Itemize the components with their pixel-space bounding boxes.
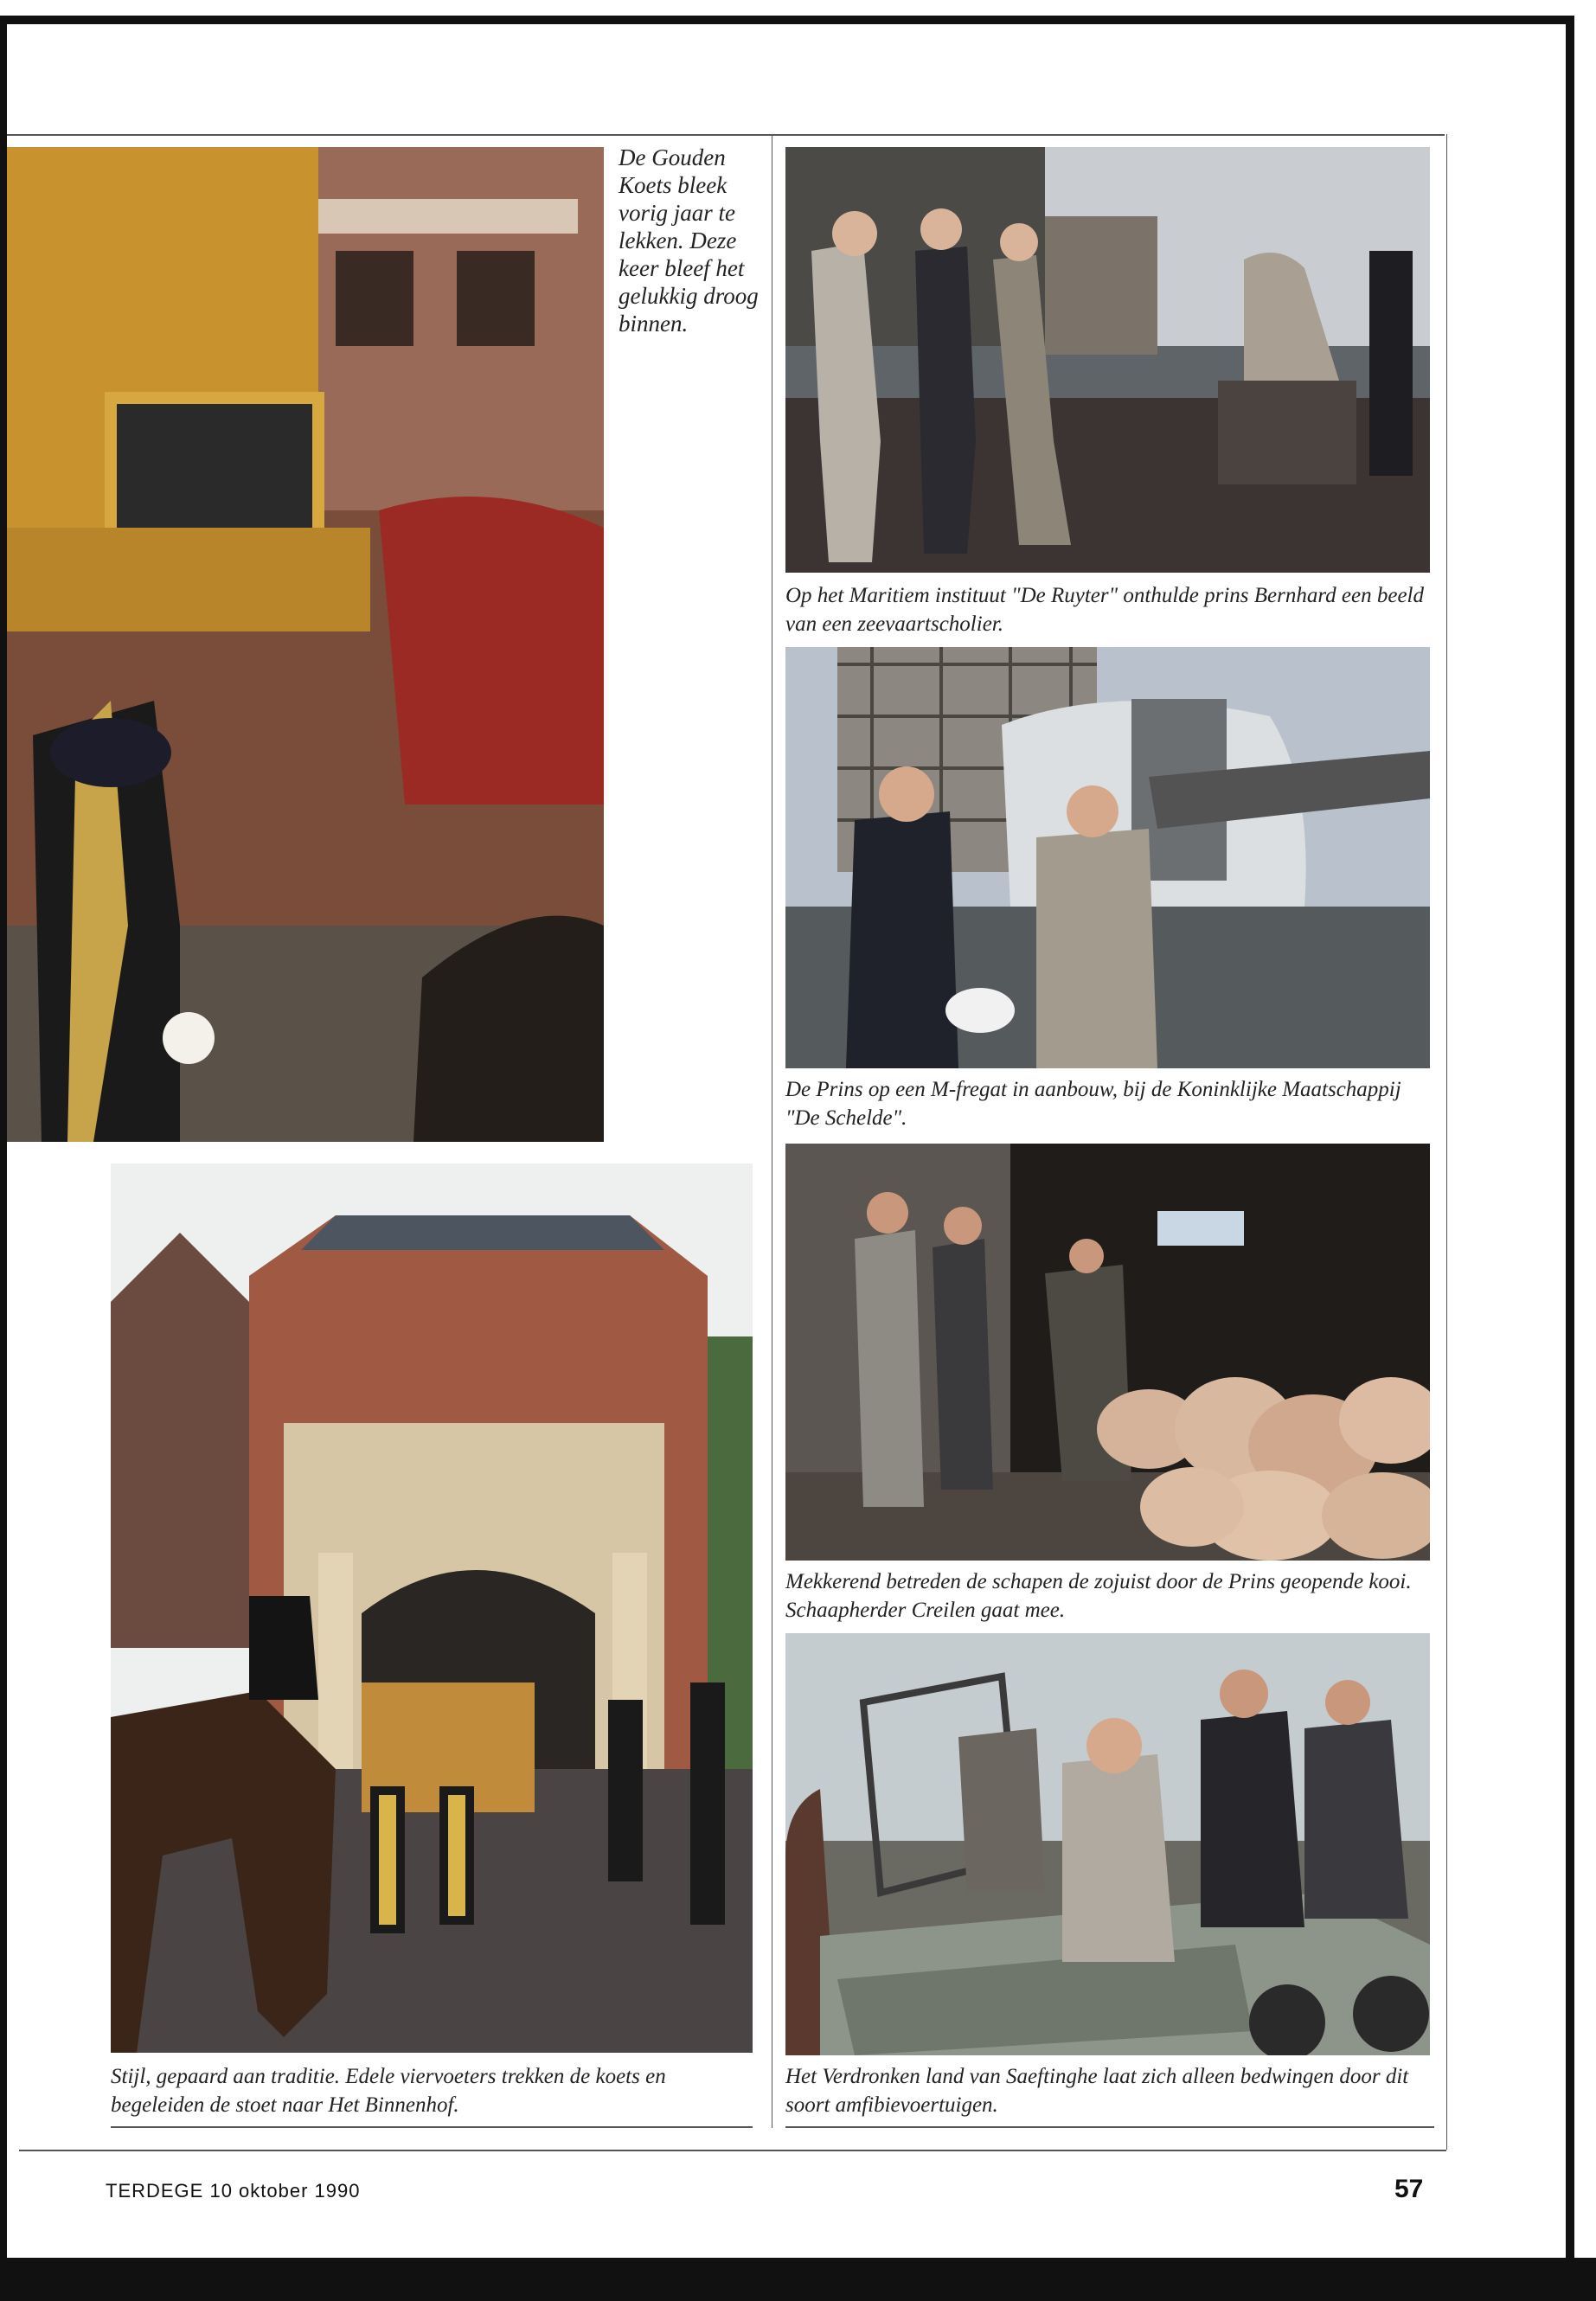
photo-maritiem-instituut [785,147,1430,573]
right-frame-rule [1446,134,1447,2150]
caption-maritiem-instituut: Op het Maritiem instituut "De Ruyter" onthulde prins Bernhard een beeld van een zeevaartscholier. [785,584,1425,636]
photo-m-fregat [785,647,1430,1068]
caption-rule-right [785,2126,1434,2128]
page-border-left [0,16,7,2265]
page-border-top [0,16,1573,24]
photo-gouden-koets [7,147,604,1142]
caption-binnenhof: Stijl, gepaard aan traditie. Edele viervoeters trekken de koets en begeleiden de stoet naar Het Binnenhof. [111,2065,666,2117]
caption-rule-left [111,2126,753,2128]
caption-gouden-koets: De Gouden Koets bleek vorig jaar te lekken. Deze keer bleef het gelukkig droog binnen. [619,144,759,336]
caption-schapen: Mekkerend betreden de schapen de zojuist door de Prins geopende kooi. Schaapherder Creilen gaat mee. [785,1570,1412,1622]
page-border-bottom [0,2258,1596,2301]
footer-publication: TERDEGE 10 oktober 1990 [106,2180,361,2202]
photo-binnenhof [111,1163,753,2053]
page-border-right [1566,16,1574,2265]
photo-schapen [785,1144,1430,1561]
photo-saeftinghe [785,1633,1430,2055]
caption-saeftinghe: Het Verdronken land van Saeftinghe laat zich alleen bedwingen door dit soort amfibievoertuigen. [785,2065,1409,2117]
top-rule [7,134,1445,136]
caption-m-fregat: De Prins op een M-fregat in aanbouw, bij de Koninklijke Maatschappij "De Schelde". [785,1078,1401,1130]
page-number: 57 [1394,2175,1424,2203]
footer-rule [19,2150,1446,2151]
